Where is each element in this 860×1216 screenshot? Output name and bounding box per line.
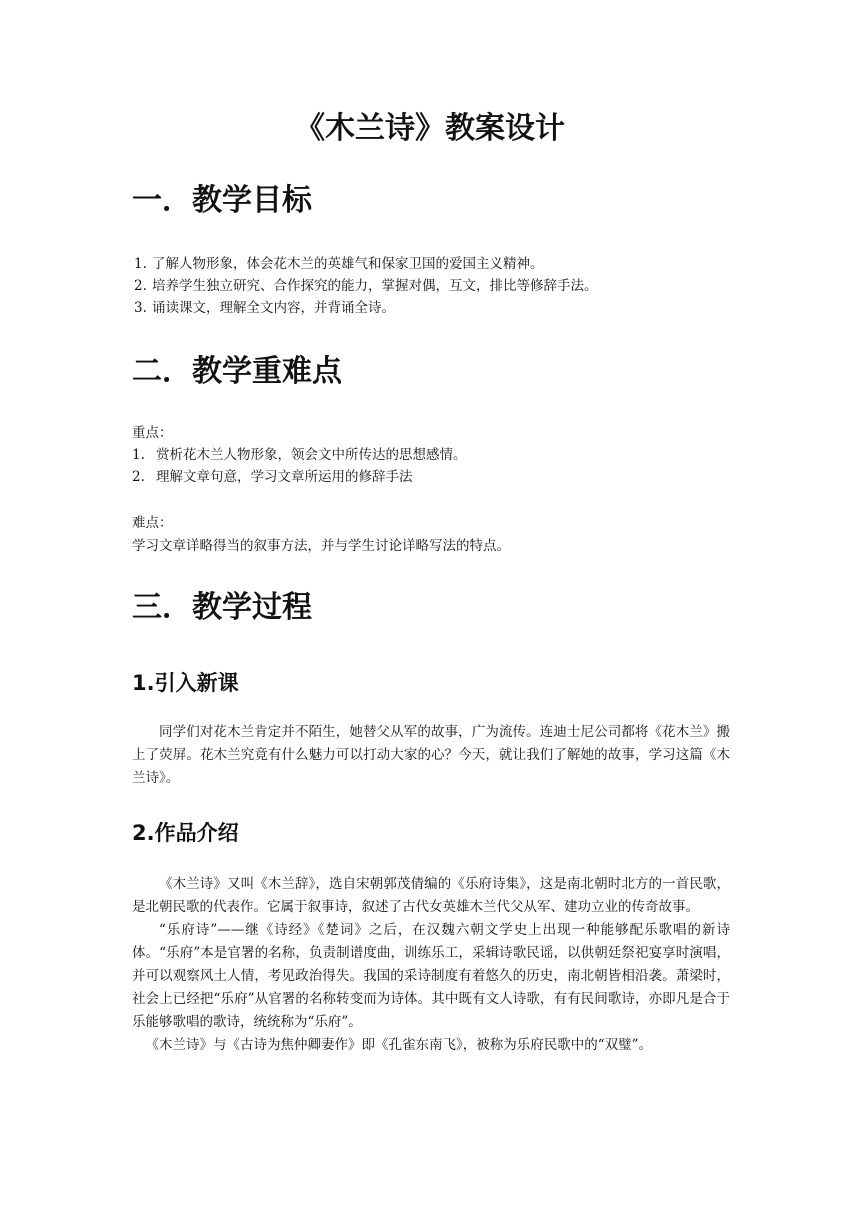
subsection-heading-work-intro: 2.作品介绍 (132, 821, 239, 845)
list-item: 2. 培养学生独立研究、合作探究的能力，掌握对偶，互文，排比等修辞手法。 (134, 278, 598, 294)
difficulty-label: 难点： (132, 515, 173, 531)
focus-label: 重点： (132, 425, 173, 441)
paragraph: 《木兰诗》又叫《木兰辞》，选自宋朝郭茂倩编的《乐府诗集》，这是南北朝时北方的一首民歌，是北朝民歌的代表作。它属于叙事诗，叙述了古代女英雄木兰代父从军、建功立业的传奇故事。 (132, 876, 730, 915)
work-intro-body (132, 873, 730, 1057)
list-item: 3. 诵读课文，理解全文内容，并背诵全诗。 (134, 300, 395, 316)
focus-list (132, 444, 467, 488)
paragraph: 《木兰诗》与《古诗为焦仲卿妻作》即《孔雀东南飞》，被称为乐府民歌中的“双璧”。 (145, 1037, 653, 1053)
list-item: 1. 了解人物形象，体会花木兰的英雄气和保家卫国的爱国主义精神。 (134, 256, 544, 272)
section-heading-process: 三．教学过程 (132, 590, 312, 625)
section-heading-key-points: 二．教学重难点 (132, 354, 342, 389)
subsection-heading-intro: 1.引入新课 (132, 671, 239, 695)
objectives-list (134, 253, 598, 319)
section-heading-objectives: 一．教学目标 (132, 183, 312, 218)
intro-paragraph: 同学们对花木兰肯定并不陌生，她替父从军的故事，广为流传。连迪士尼公司都将《花木兰》搬上了荧屏。花木兰究竟有什么魅力可以打动大家的心？今天，就让我们了解她的故事，学习这篇《木兰诗》。 (132, 724, 730, 786)
list-item: 1. 赏析花木兰人物形象，领会文中所传达的思想感情。 (132, 447, 467, 463)
list-item: 2. 理解文章句意，学习文章所运用的修辞手法 (132, 469, 413, 485)
document-title: 《木兰诗》教案设计 (295, 111, 565, 146)
paragraph: “乐府诗”——继《诗经》《楚词》之后，在汉魏六朝文学史上出现一种能够配乐歌唱的新诗体。“乐府”本是官署的名称，负责制谱度曲，训练乐工，采辑诗歌民谣，以供朝廷祭祀宴享时演唱，并可以观察风土人情，考见政治得失。我国的采诗制度有着悠久的历史，南北朝皆相沿袭。萧梁时，社会上已经把“乐府”从官署的名称转变而为诗体。其中既有文人诗歌，有有民间歌诗，亦即凡是合于乐能够歌唱的歌诗，统统称为“乐府”。 (132, 922, 730, 1030)
difficulty-text: 学习文章详略得当的叙事方法，并与学生讨论详略写法的特点。 (132, 538, 510, 554)
